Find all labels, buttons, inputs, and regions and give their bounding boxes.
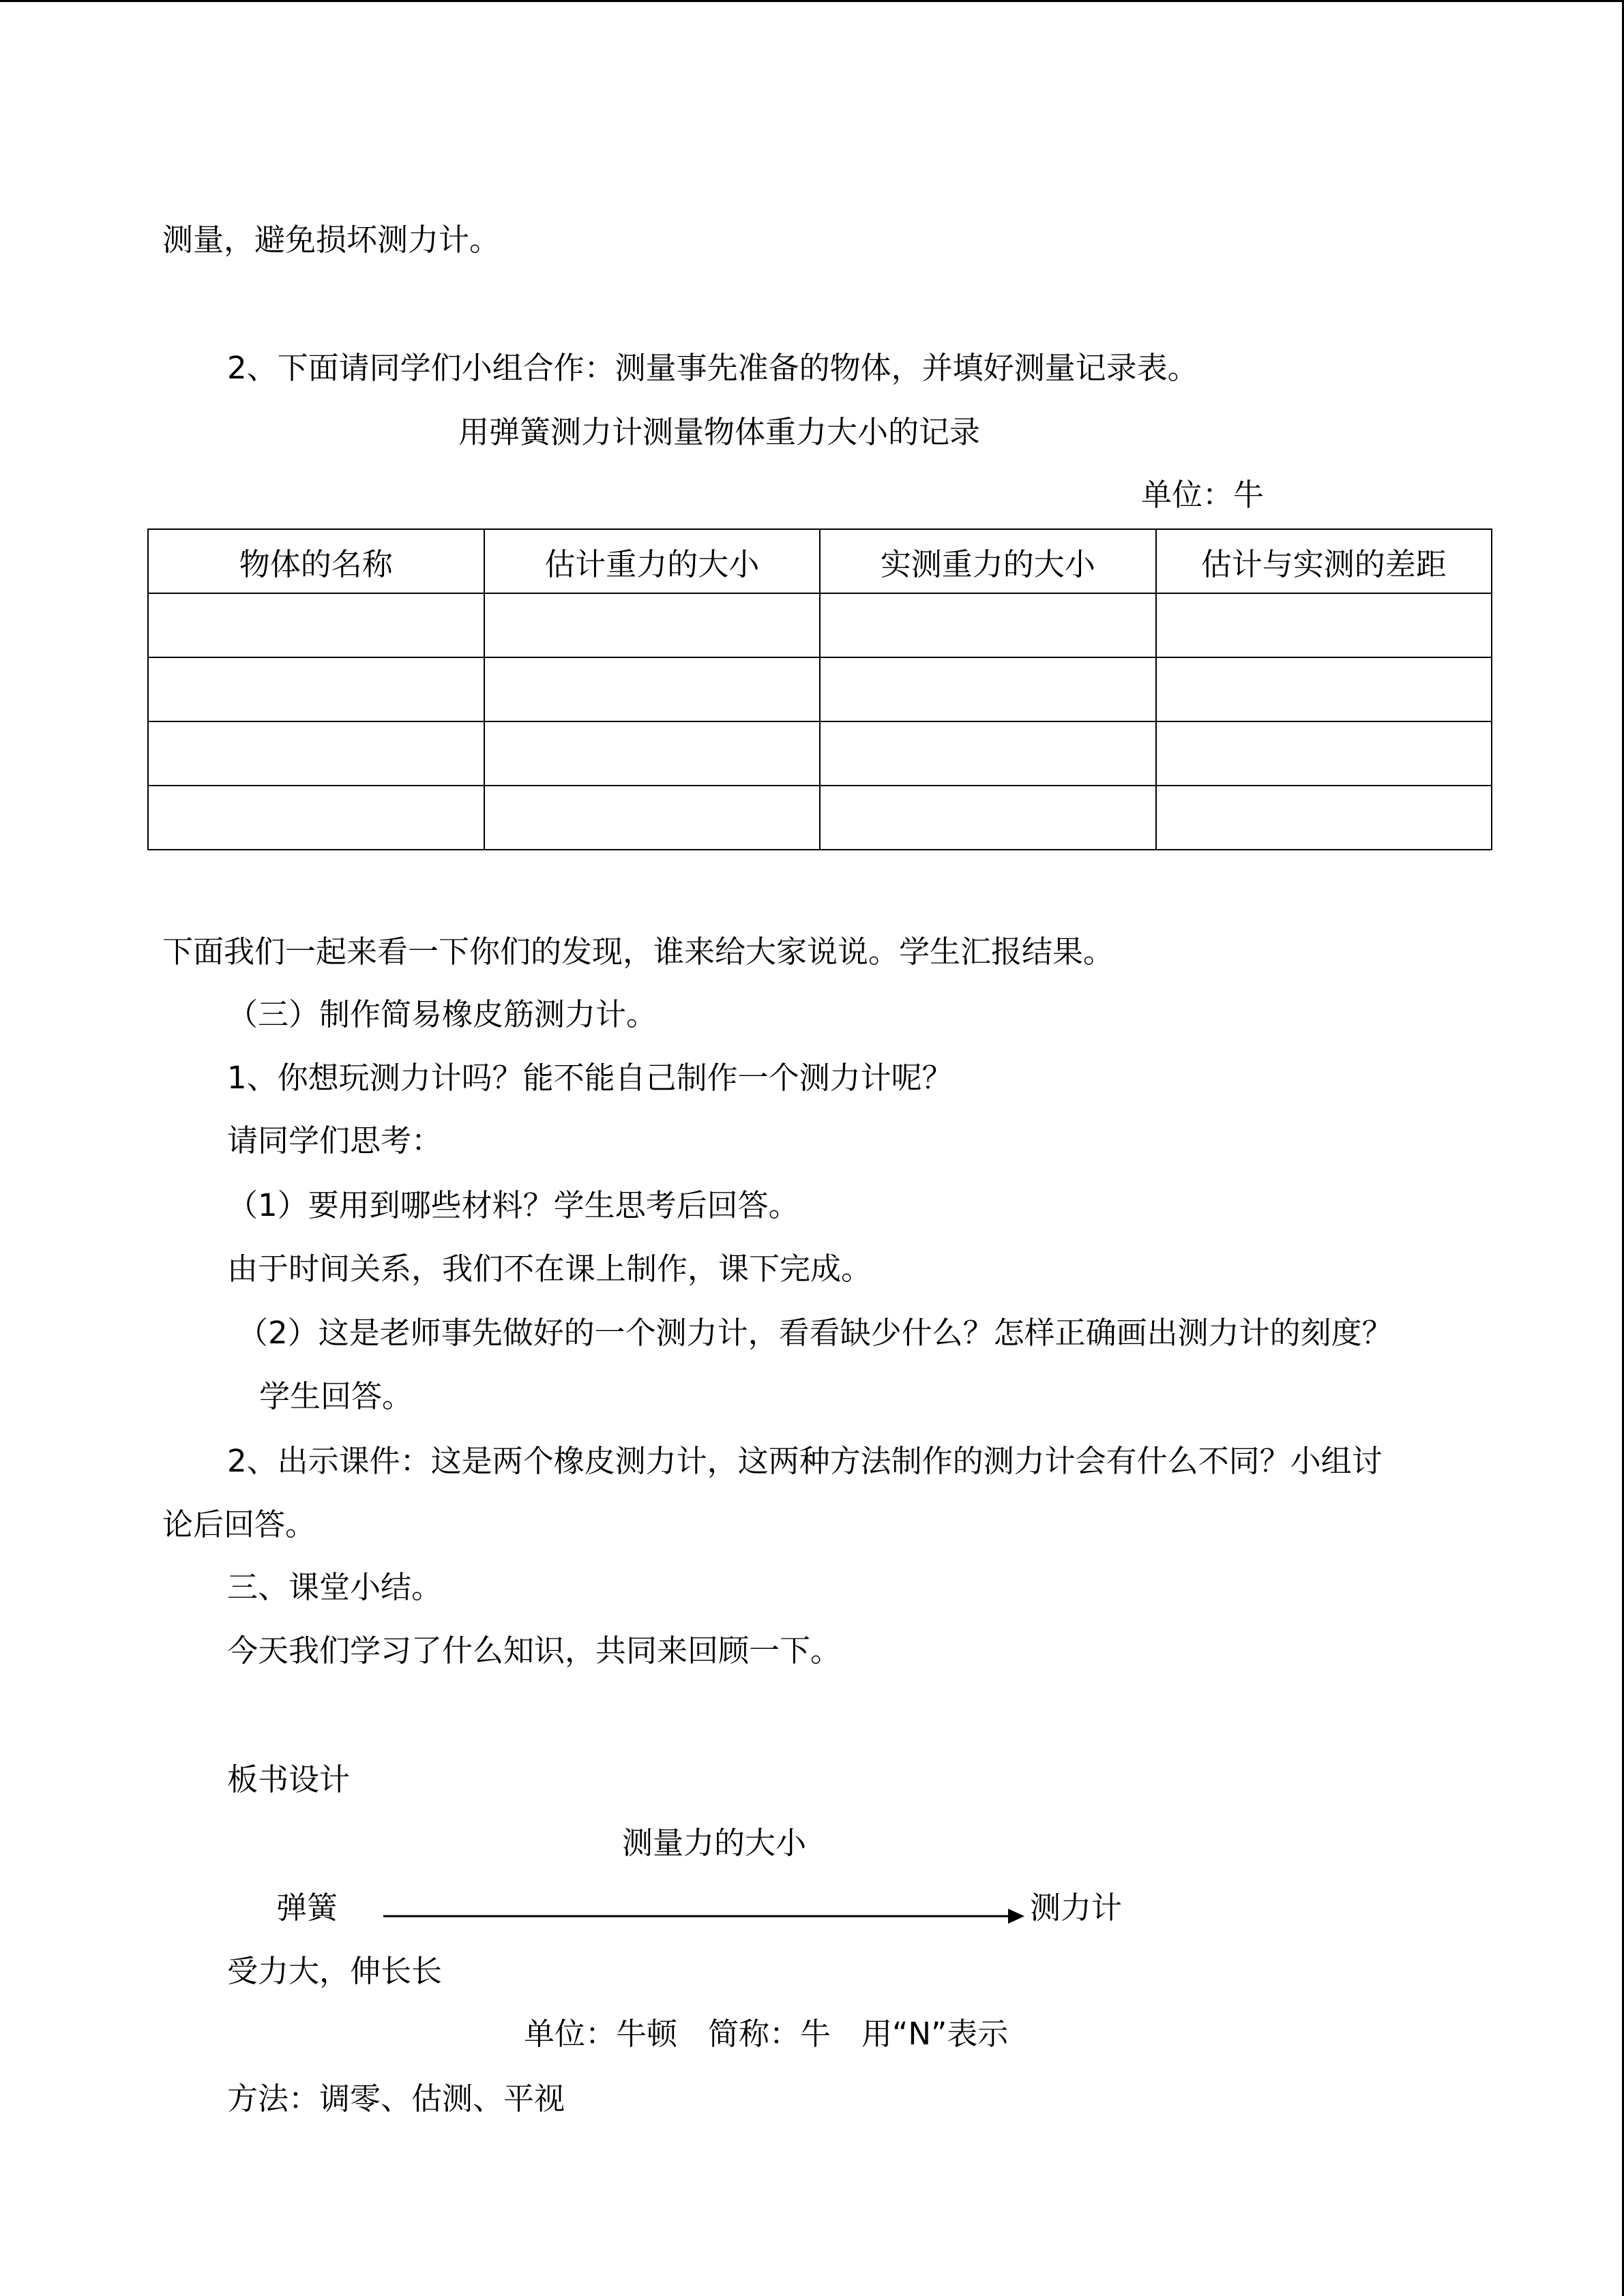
paragraph-6: 请同学们思考： [227,1122,443,1159]
board-line-1: 受力大，伸长长 [227,1953,443,1989]
table-cell [148,593,484,657]
table-cell [1156,786,1492,850]
board-line-2: 单位：牛顿 简称：牛 用“N”表示 [524,2016,1009,2052]
unit-label: 单位：牛 [1141,477,1265,513]
table-cell [148,657,484,721]
top-border [0,0,1624,2]
table-cell [820,786,1156,850]
table-row [148,721,1492,786]
paragraph-1: 测量，避免损坏测力计。 [162,222,501,258]
table-cell [148,721,484,786]
paragraph-10: 学生回答。 [259,1378,413,1414]
board-right-label: 测力计 [1030,1890,1123,1926]
table-header-row [148,529,1492,593]
table-cell [484,657,821,721]
paragraph-3: 下面我们一起来看一下你们的发现，谁来给大家说说。学生汇报结果。 [162,934,1114,970]
paragraph-2: 2、下面请同学们小组合作：测量事先准备的物体，并填好测量记录表。 [227,350,1198,386]
paragraph-8: 由于时间关系，我们不在课上制作，课下完成。 [227,1251,872,1287]
header-object-name: 物体的名称 [148,529,484,593]
table-cell [484,786,821,850]
paragraph-7: （1）要用到哪些材料？学生思考后回答。 [227,1187,799,1223]
table-cell [1156,593,1492,657]
table-row [148,657,1492,721]
table-cell [1156,721,1492,786]
paragraph-12: 三、课堂小结。 [227,1569,443,1605]
table-cell [1156,657,1492,721]
header-difference: 估计与实测的差距 [1156,529,1492,593]
board-line-3: 方法：调零、估测、平视 [227,2081,565,2117]
table-title: 用弹簧测力计测量物体重力大小的记录 [458,414,981,450]
board-left-label: 弹簧 [276,1890,338,1926]
table-row [148,786,1492,850]
paragraph-9: （2）这是老师事先做好的一个测力计，看看缺少什么？怎样正确画出测力计的刻度？ [237,1315,1393,1351]
paragraph-5: 1、你想玩测力计吗？能不能自己制作一个测力计呢？ [227,1060,953,1096]
paragraph-11b: 论后回答。 [162,1506,316,1542]
header-measured-weight: 实测重力的大小 [820,529,1156,593]
header-estimated-weight: 估计重力的大小 [484,529,821,593]
paragraph-11a: 2、出示课件：这是两个橡皮测力计，这两种方法制作的测力计会有什么不同？小组讨 [227,1443,1383,1479]
board-title: 测量力的大小 [622,1825,807,1861]
table-cell [484,593,821,657]
board-heading: 板书设计 [227,1761,351,1798]
table-cell [484,721,821,786]
table-row [148,593,1492,657]
paragraph-4: （三）制作简易橡皮筋测力计。 [227,996,658,1032]
table-cell [820,593,1156,657]
arrow-icon [383,1903,1024,1930]
paragraph-13: 今天我们学习了什么知识，共同来回顾一下。 [227,1632,842,1669]
table-cell [820,657,1156,721]
record-table [147,528,1492,850]
table-cell [820,721,1156,786]
table-cell [148,786,484,850]
